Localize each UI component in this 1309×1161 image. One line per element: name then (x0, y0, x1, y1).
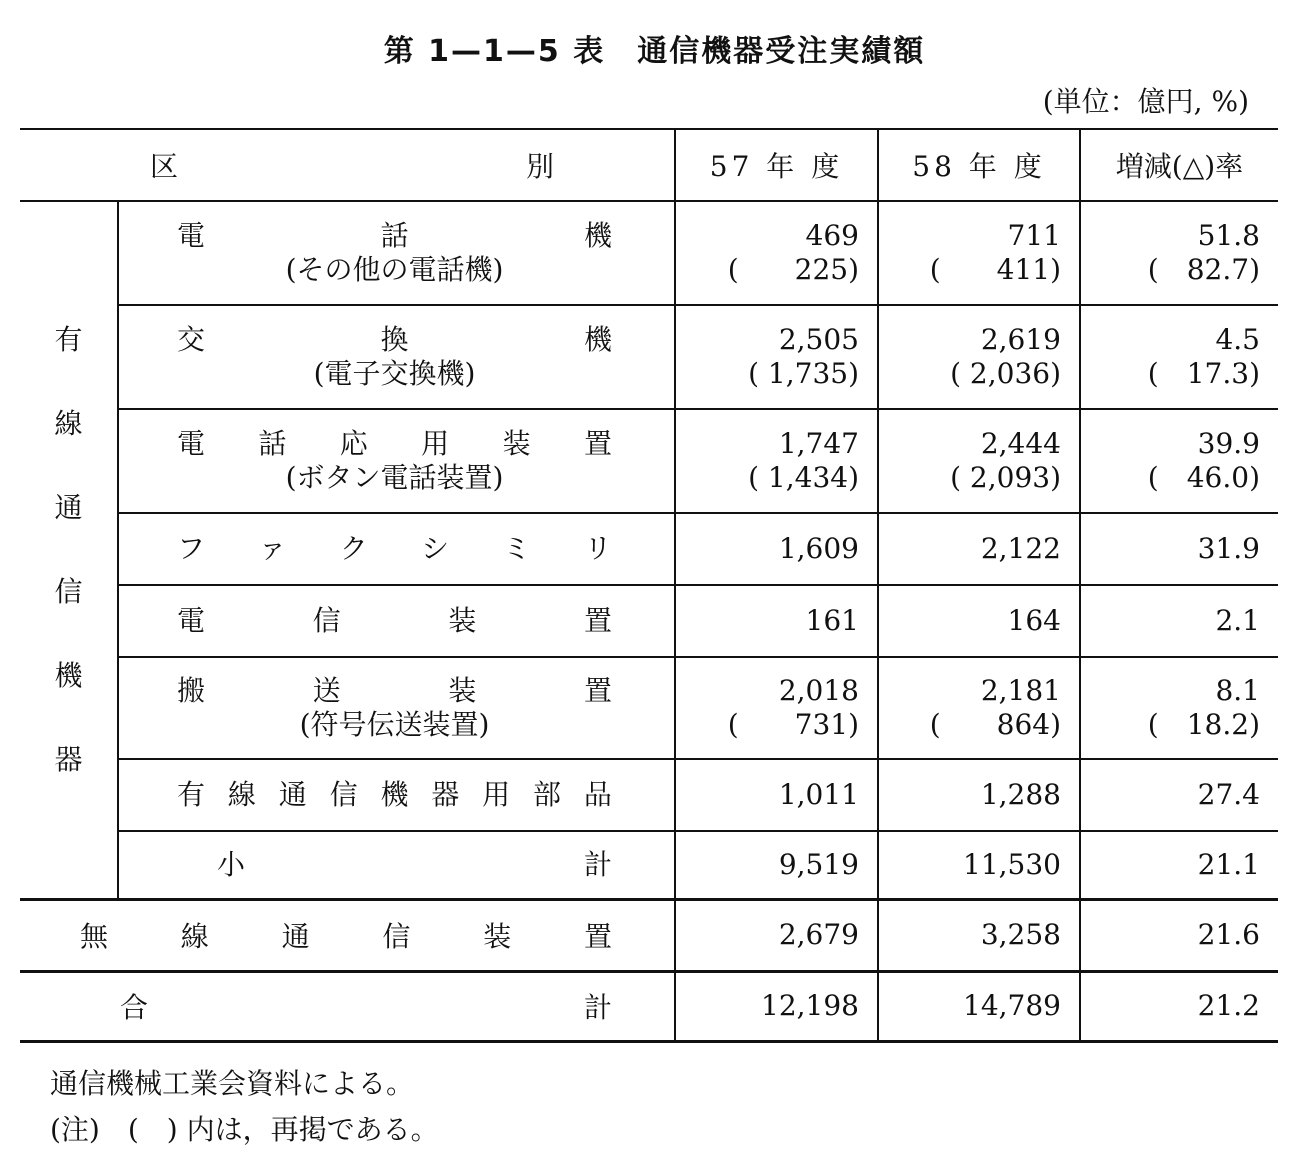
label-char: 用 (421, 427, 450, 460)
label-char: 部 (533, 778, 562, 811)
label-char: 器 (431, 778, 460, 811)
table-row (20, 201, 1278, 305)
cell-fy58: 14,789 (878, 971, 1080, 1041)
row-label-total (20, 971, 675, 1041)
cell-rate: 21.6 (1080, 899, 1278, 971)
label-char: ク (339, 532, 368, 565)
header-row (20, 129, 1278, 201)
header-fy58: 58 年 度 (878, 129, 1080, 201)
cell-fy58 (878, 409, 1080, 513)
table-row (20, 585, 1278, 657)
cell-fy58: 11,530 (878, 831, 1080, 899)
row-label-facsimile (118, 513, 675, 585)
row-label-wireless (20, 899, 675, 971)
value-sub: ( 731) (727, 708, 859, 741)
group-char: 機 (54, 658, 83, 692)
label-char: 無 (80, 920, 109, 953)
header-kubun-left: 区 (150, 150, 179, 183)
cell-fy58: 164 (878, 585, 1080, 657)
value-sub: ( 411) (929, 253, 1061, 286)
label-char: シ (421, 532, 450, 565)
group-char: 信 (54, 574, 83, 608)
value-sub: ( 225) (727, 253, 859, 286)
row-sublabel: (電子交換機) (313, 357, 476, 390)
label-char: 話 (380, 219, 409, 252)
label-char: 小 (217, 847, 246, 881)
label-char: 電 (177, 604, 206, 637)
value-sub: ( 2,093) (950, 461, 1061, 494)
value: 8.1 (1215, 674, 1260, 707)
value-sub: ( 18.2) (1147, 708, 1260, 741)
value: 39.9 (1197, 427, 1260, 460)
value: 2,181 (980, 674, 1061, 707)
label-char: 通 (278, 778, 307, 811)
value: 469 (805, 219, 859, 252)
cell-fy57: 2,679 (675, 899, 878, 971)
row-label-exchange (118, 305, 675, 409)
label-char: 換 (380, 323, 409, 356)
cell-fy57: 9,519 (675, 831, 878, 899)
label-char: 応 (339, 427, 368, 460)
group-char: 有 (54, 322, 83, 356)
label-char: 機 (380, 778, 409, 811)
row-label-subtotal (118, 831, 675, 899)
row-sublabel: (ボタン電話装置) (285, 461, 504, 494)
label-char: 電 (177, 427, 206, 460)
row-label-carrier (118, 657, 675, 759)
value: 51.8 (1197, 219, 1260, 252)
cell-rate: 21.2 (1080, 971, 1278, 1041)
cell-fy58: 3,258 (878, 899, 1080, 971)
label-char: ミ (502, 532, 531, 565)
row-label-parts (118, 759, 675, 831)
label-char: 計 (583, 847, 612, 881)
group-label-wired (20, 201, 118, 899)
cell-rate: 21.1 (1080, 831, 1278, 899)
label-char: 置 (583, 427, 612, 460)
header-rate: 増減(△)率 (1080, 129, 1278, 201)
label-char: 電 (177, 219, 206, 252)
value: 1,747 (778, 427, 859, 460)
cell-fy57 (675, 409, 878, 513)
label-char: 置 (583, 604, 612, 637)
cell-fy57 (675, 657, 878, 759)
value-sub: ( 46.0) (1147, 461, 1260, 494)
row-sublabel: (符号伝送装置) (299, 708, 490, 741)
cell-fy57: 161 (675, 585, 878, 657)
table-row (20, 513, 1278, 585)
row-label-telephone (118, 201, 675, 305)
label-char: 機 (583, 219, 612, 252)
value: 2,018 (778, 674, 859, 707)
header-kubun (20, 129, 675, 201)
cell-rate (1080, 657, 1278, 759)
label-char: 信 (382, 920, 411, 953)
label-char: 装 (448, 604, 477, 637)
cell-fy57 (675, 305, 878, 409)
label-char: 有 (177, 778, 206, 811)
row-label-telegraph (118, 585, 675, 657)
group-char: 線 (54, 406, 83, 440)
unit-label: (単位：億円, %) (1042, 85, 1249, 118)
table-title: 第 1—1—5 表 通信機器受注実績額 (383, 34, 926, 69)
label-char: 装 (448, 674, 477, 707)
label-char: 線 (180, 920, 209, 953)
row-label-telephone-application (118, 409, 675, 513)
value-sub: ( 2,036) (950, 357, 1061, 390)
remark-note: (注) ( ) 内は，再掲である。 (50, 1113, 439, 1146)
cell-fy57: 12,198 (675, 971, 878, 1041)
label-char: 計 (583, 991, 612, 1024)
cell-rate: 2.1 (1080, 585, 1278, 657)
value: 4.5 (1215, 323, 1260, 356)
total-row (20, 971, 1278, 1041)
cell-fy58: 1,288 (878, 759, 1080, 831)
header-kubun-right: 別 (525, 150, 554, 183)
wireless-row (20, 899, 1278, 971)
label-char: リ (583, 532, 612, 565)
label-char: 装 (483, 920, 512, 953)
label-char: 交 (177, 323, 206, 356)
label-char: 合 (120, 991, 149, 1024)
value: 711 (1007, 219, 1061, 252)
label-char: 搬 (177, 674, 206, 707)
table-row (20, 657, 1278, 759)
row-sublabel: (その他の電話機) (285, 253, 504, 286)
cell-rate (1080, 305, 1278, 409)
group-char: 器 (54, 742, 83, 776)
label-char: 装 (502, 427, 531, 460)
header-fy57: 57 年 度 (675, 129, 878, 201)
label-char: ァ (258, 532, 287, 565)
cell-fy58 (878, 201, 1080, 305)
cell-fy57: 1,011 (675, 759, 878, 831)
source-note: 通信機械工業会資料による。 (50, 1067, 415, 1100)
label-char: 線 (227, 778, 256, 811)
cell-rate: 27.4 (1080, 759, 1278, 831)
table-row (20, 409, 1278, 513)
value: 2,619 (980, 323, 1061, 356)
cell-rate (1080, 409, 1278, 513)
cell-fy58 (878, 657, 1080, 759)
label-char: 用 (482, 778, 511, 811)
value-sub: ( 1,434) (748, 461, 859, 494)
label-char: 機 (583, 323, 612, 356)
label-char: 信 (329, 778, 358, 811)
cell-fy57 (675, 201, 878, 305)
table-row (20, 305, 1278, 409)
cell-fy58: 2,122 (878, 513, 1080, 585)
cell-rate: 31.9 (1080, 513, 1278, 585)
label-char: 置 (583, 674, 612, 707)
table-row (20, 759, 1278, 831)
label-char: 信 (312, 604, 341, 637)
cell-rate (1080, 201, 1278, 305)
label-char: 送 (312, 674, 341, 707)
label-char: 通 (281, 920, 310, 953)
value: 2,505 (778, 323, 859, 356)
label-char: フ (177, 532, 206, 565)
value-sub: ( 17.3) (1147, 357, 1260, 390)
group-char: 通 (54, 490, 83, 524)
cell-fy58 (878, 305, 1080, 409)
value: 2,444 (980, 427, 1061, 460)
value-sub: ( 82.7) (1147, 253, 1260, 286)
value-sub: ( 864) (929, 708, 1061, 741)
orders-table (20, 128, 1278, 1043)
cell-fy57: 1,609 (675, 513, 878, 585)
subtotal-row (20, 831, 1278, 899)
label-char: 品 (583, 778, 612, 811)
label-char: 置 (583, 920, 612, 953)
label-char: 話 (258, 427, 287, 460)
value-sub: ( 1,735) (748, 357, 859, 390)
